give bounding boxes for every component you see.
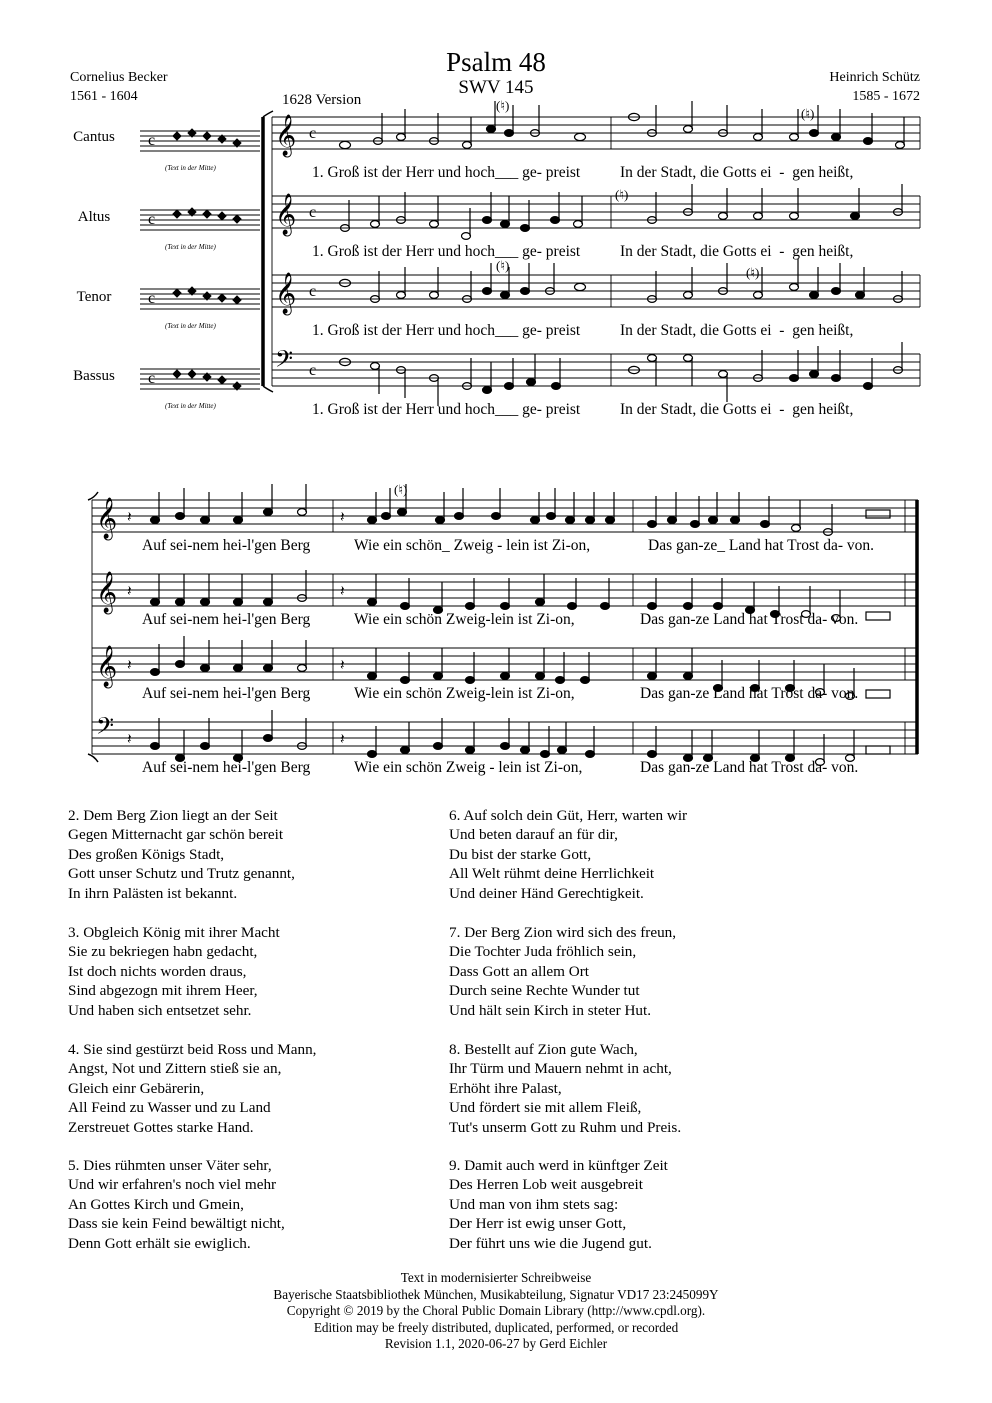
treble-clef-icon: 𝄞 (275, 194, 297, 235)
verse-4: 4. Sie sind gestürzt beid Ross und Mann, Angst, Not und Zittern stieß sie an, Gleich einr Gebärerin, All Feind zu Wasser und zu Land Zerstreuet Gottes starke Hand. (68, 1041, 317, 1136)
svg-text:c: c (309, 283, 317, 300)
svg-text:(♮): (♮) (394, 482, 408, 497)
version-label: 1628 Version (282, 92, 362, 108)
lyrics-s2-cantus-3: Das gan-ze_ Land hat Trost da- von. (648, 537, 874, 554)
svg-text:c: c (148, 370, 156, 387)
page-title: Psalm 48 (446, 47, 546, 77)
svg-text:c: c (309, 125, 317, 142)
footer-line: Copyright © 2019 by the Choral Public Domain Library (http://www.cpdl.org). (286, 1303, 706, 1318)
svg-text:(♮): (♮) (615, 187, 629, 202)
lyrics-s2-altus-3: Das gan-ze Land hat Trost da- von. (640, 611, 859, 628)
lyrics-s1-cantus-m2: In der Stadt, die Gotts ei - gen heißt, (620, 164, 854, 181)
verse-9: 9. Damit auch werd in künftger Zeit Des Herren Lob weit ausgebreit Und man von ihm stets sag: Der Herr ist ewig unser Gott, Der führt uns wie die Jugend gut. (449, 1157, 668, 1252)
footer-line: Edition may be freely distributed, duplicated, performed, or recorded (313, 1319, 679, 1335)
treble-clef-icon: 𝄞 (96, 572, 118, 613)
verse-3: 3. Obgleich König mit ihrer Macht Sie zu bekriegen habn gedacht, Ist doch nichts worden draus, Sind abgezogn mit ihrem Heer, Und haben sich entsetzet sehr. (68, 924, 280, 1019)
incipit-staves (140, 131, 260, 389)
footer-line: Revision 1.1, 2020-06-27 by Gerd Eichler (384, 1336, 608, 1351)
footer-notes (0, 1270, 992, 1353)
lyrics-s1-bassus-m2: In der Stadt, die Gotts ei - gen heißt, (620, 401, 854, 418)
verse-5: 5. Dies rühmten unser Väter sehr, Und wir erfahren's noch viel mehr An Gottes Kirch und Gmein, Dass sie kein Feind bewältigt nicht, Denn Gott erhält sie ewiglich. (68, 1157, 285, 1252)
svg-text:𝄽: 𝄽 (127, 582, 132, 600)
footer-line: Bayerische Staatsbibliothek München, Musikabteilung, Signatur VD17 23:245099Y (273, 1286, 719, 1302)
verse-6: 6. Auf solch dein Güt, Herr, warten wir Und beten darauf an für dir, Du bist der starke Gott, All Welt rühmt deine Herrlichkeit Und deiner Händ Gerechtigkeit. (449, 807, 688, 902)
part-name-bassus: Bassus (73, 368, 115, 384)
svg-text:(♮): (♮) (496, 98, 510, 113)
svg-text:𝄽: 𝄽 (340, 582, 345, 600)
part-name-cantus: Cantus (73, 129, 115, 145)
treble-clef-icon: 𝄞 (96, 646, 118, 687)
part-name-altus: Altus (77, 209, 111, 225)
incipit-notes (173, 129, 241, 390)
svg-text:𝄽: 𝄽 (127, 508, 132, 526)
svg-text:(♮): (♮) (496, 258, 510, 273)
poet-dates: 1561 - 1604 (70, 89, 138, 104)
svg-text:𝄽: 𝄽 (127, 656, 132, 674)
svg-text:𝄽: 𝄽 (340, 730, 345, 748)
lyrics-s2-cantus-1: Auf sei-nem hei-l'gen Berg (142, 537, 311, 554)
composer-dates: 1585 - 1672 (852, 89, 920, 104)
lyrics-s1-altus: 1. Groß ist der Herr und hoch___ ge- preist (312, 243, 581, 260)
bass-clef-icon: 𝄢 (96, 712, 115, 745)
lyrics-s2-tenor-3: Das gan-ze Land hat Trost da- von. (640, 685, 859, 702)
incipit-text-altus: (Text in der Mitte) (165, 243, 216, 251)
incipit-text-bassus: (Text in der Mitte) (165, 402, 216, 410)
lyrics-s2-altus-1: Auf sei-nem hei-l'gen Berg (142, 611, 311, 628)
lyrics-s1-altus-m2: In der Stadt, die Gotts ei - gen heißt, (620, 243, 854, 260)
lyrics-s1-bassus: 1. Groß ist der Herr und hoch___ ge- preist (312, 401, 581, 418)
svg-text:(♮): (♮) (801, 106, 815, 121)
svg-text:c: c (309, 362, 317, 379)
incipit-text-cantus: (Text in der Mitte) (165, 164, 216, 172)
bass-clef-icon: 𝄢 (275, 345, 294, 378)
verse-2: 2. Dem Berg Zion liegt an der Seit Gegen Mitternacht gar schön bereit Des großen Königs Stadt, Gott unser Schutz und Trutz genannt, In ihrn Palästen ist bekannt. (68, 807, 295, 902)
poet-name: Cornelius Becker (70, 70, 168, 85)
incipit-text-tenor: (Text in der Mitte) (165, 322, 216, 330)
svg-text:𝄽: 𝄽 (127, 730, 132, 748)
svg-text:c: c (148, 211, 156, 228)
lyrics-s2-bassus-2: Wie ein schön Zweig - lein ist Zi-on, (354, 759, 583, 776)
treble-clef-icon: 𝄞 (275, 273, 297, 314)
work-number: SWV 145 (458, 77, 534, 98)
svg-text:c: c (148, 290, 156, 307)
lyrics-s2-altus-2: Wie ein schön Zweig-lein ist Zi-on, (354, 611, 575, 628)
footer-line: Text in modernisierter Schreibweise (400, 1270, 592, 1285)
svg-text:c: c (309, 204, 317, 221)
treble-clef-icon: 𝄞 (275, 115, 297, 156)
svg-text:𝄽: 𝄽 (340, 508, 345, 526)
lyrics-s2-bassus-1: Auf sei-nem hei-l'gen Berg (142, 759, 311, 776)
lyrics-s1-tenor: 1. Groß ist der Herr und hoch___ ge- preist (312, 322, 581, 339)
lyrics-s1-tenor-m2: In der Stadt, die Gotts ei - gen heißt, (620, 322, 854, 339)
verse-8: 8. Bestellt auf Zion gute Wach, Ihr Türm und Mauern nehmt in acht, Erhöht ihre Palast, Und fördert sie mit allem Fleiß, Tut's unserm Gott zu Ruhm und Preis. (449, 1041, 682, 1136)
lyrics-s2-cantus-2: Wie ein schön_ Zweig - lein ist Zi-on, (354, 537, 591, 554)
treble-clef-icon: 𝄞 (96, 498, 118, 539)
verse-7: 7. Der Berg Zion wird sich des freun, Die Tochter Juda fröhlich sein, Dass Gott an allem Ort Durch seine Rechte Wunder tut Und hält sein Kirch in steter Hut. (449, 924, 677, 1019)
svg-text:c: c (148, 132, 156, 149)
composer-name: Heinrich Schütz (829, 70, 920, 85)
lyrics-s1-cantus: 1. Groß ist der Herr und hoch___ ge- preist (312, 164, 581, 181)
svg-text:𝄽: 𝄽 (340, 656, 345, 674)
lyrics-s2-bassus-3: Das gan-ze Land hat Trost da- von. (640, 759, 859, 776)
lyrics-s2-tenor-1: Auf sei-nem hei-l'gen Berg (142, 685, 311, 702)
svg-text:(♮): (♮) (746, 265, 760, 280)
part-name-tenor: Tenor (76, 289, 112, 305)
lyrics-s2-tenor-2: Wie ein schön Zweig-lein ist Zi-on, (354, 685, 575, 702)
